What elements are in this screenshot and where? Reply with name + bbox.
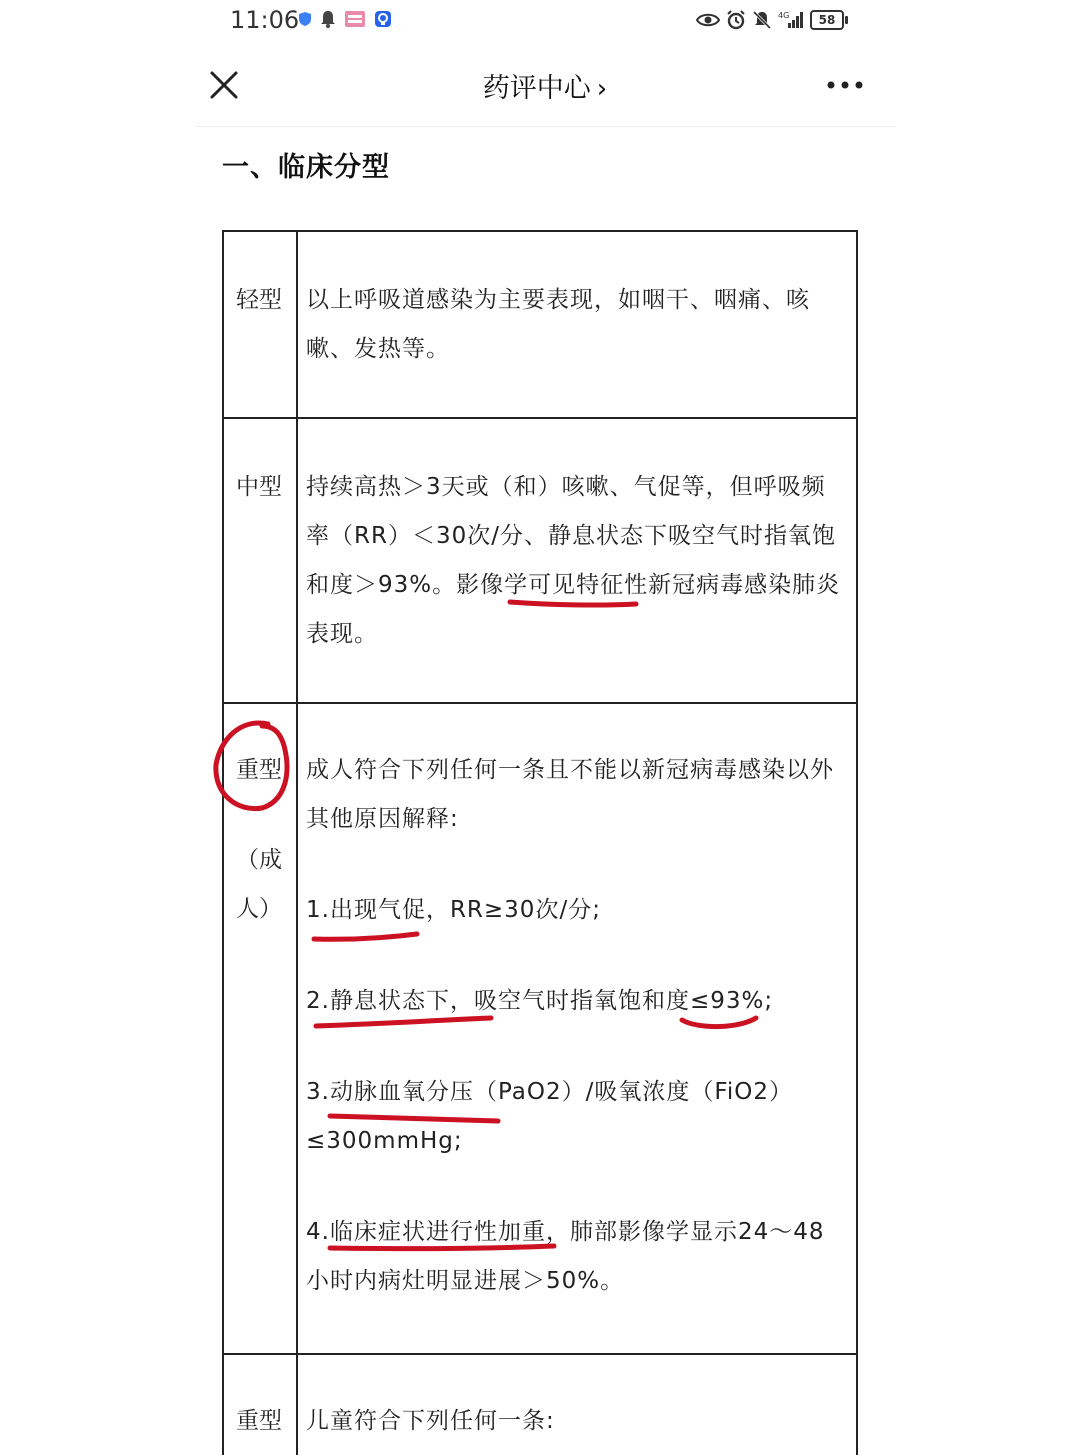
app-icon xyxy=(344,10,366,28)
more-icon[interactable] xyxy=(825,70,865,100)
signal-icon xyxy=(778,10,804,30)
status-right-icons xyxy=(696,10,844,30)
chevron-right-icon: › xyxy=(596,74,608,104)
svg-text:4G: 4G xyxy=(778,11,790,20)
desc-paragraph: 儿童符合下列任何一条: xyxy=(306,1408,555,1434)
shield-icon xyxy=(298,11,312,27)
table-row xyxy=(222,417,858,702)
table-row xyxy=(222,230,858,417)
criterion-4: 4.临床症状进行性加重，肺部影像学显示24～48小时内病灶明显进展＞50%。 xyxy=(306,1219,825,1294)
criterion-2: 2.静息状态下，吸空气时指氧饱和度≤93%; xyxy=(306,988,774,1014)
desc-paragraph: 成人符合下列任何一条且不能以新冠病毒感染以外其他原因解释: xyxy=(306,757,834,832)
type-cell: 中型 xyxy=(224,419,298,702)
bell-icon xyxy=(320,10,336,28)
battery-icon: 58 xyxy=(810,10,844,30)
table-row xyxy=(222,702,858,1353)
desc-paragraph: 持续高热＞3天或（和）咳嗽、气促等，但呼吸频率（RR）＜30次/分、静息状态下吸空气时指氧饱和度＞93%。影像学可见特征性新冠病毒感染肺炎表现。 xyxy=(306,474,841,647)
desc-cell xyxy=(298,704,856,1353)
status-time: 11:06 xyxy=(230,6,300,34)
mute-icon xyxy=(752,10,772,30)
type-cell: 轻型 xyxy=(224,232,298,417)
criterion-1: 1.出现气促，RR≥30次/分; xyxy=(306,897,601,923)
section-heading: 一、临床分型 xyxy=(222,152,390,183)
status-left-icons xyxy=(298,10,392,28)
table-row xyxy=(222,1353,858,1455)
desc-cell xyxy=(298,232,856,417)
type-sub-label: （成人） xyxy=(236,847,282,922)
lightbulb-icon xyxy=(374,10,392,28)
desc-paragraph: 以上呼吸道感染为主要表现，如咽干、咽痛、咳嗽、发热等。 xyxy=(306,287,810,362)
classification-table xyxy=(222,230,858,1455)
type-label: 重型 xyxy=(236,757,282,783)
nav-title-link[interactable] xyxy=(195,66,895,105)
desc-cell xyxy=(298,1355,856,1455)
status-bar xyxy=(0,0,1080,46)
criterion-3: 3.动脉血氧分压（PaO2）/吸氧浓度（FiO2）≤300mmHg; xyxy=(306,1079,794,1154)
desc-cell xyxy=(298,419,856,702)
alarm-icon xyxy=(726,10,746,30)
nav-title: 药评中心 xyxy=(482,73,591,104)
nav-bar xyxy=(195,46,895,127)
type-cell xyxy=(224,704,298,1353)
eye-icon xyxy=(696,12,720,28)
type-cell: 重型 xyxy=(224,1355,298,1455)
